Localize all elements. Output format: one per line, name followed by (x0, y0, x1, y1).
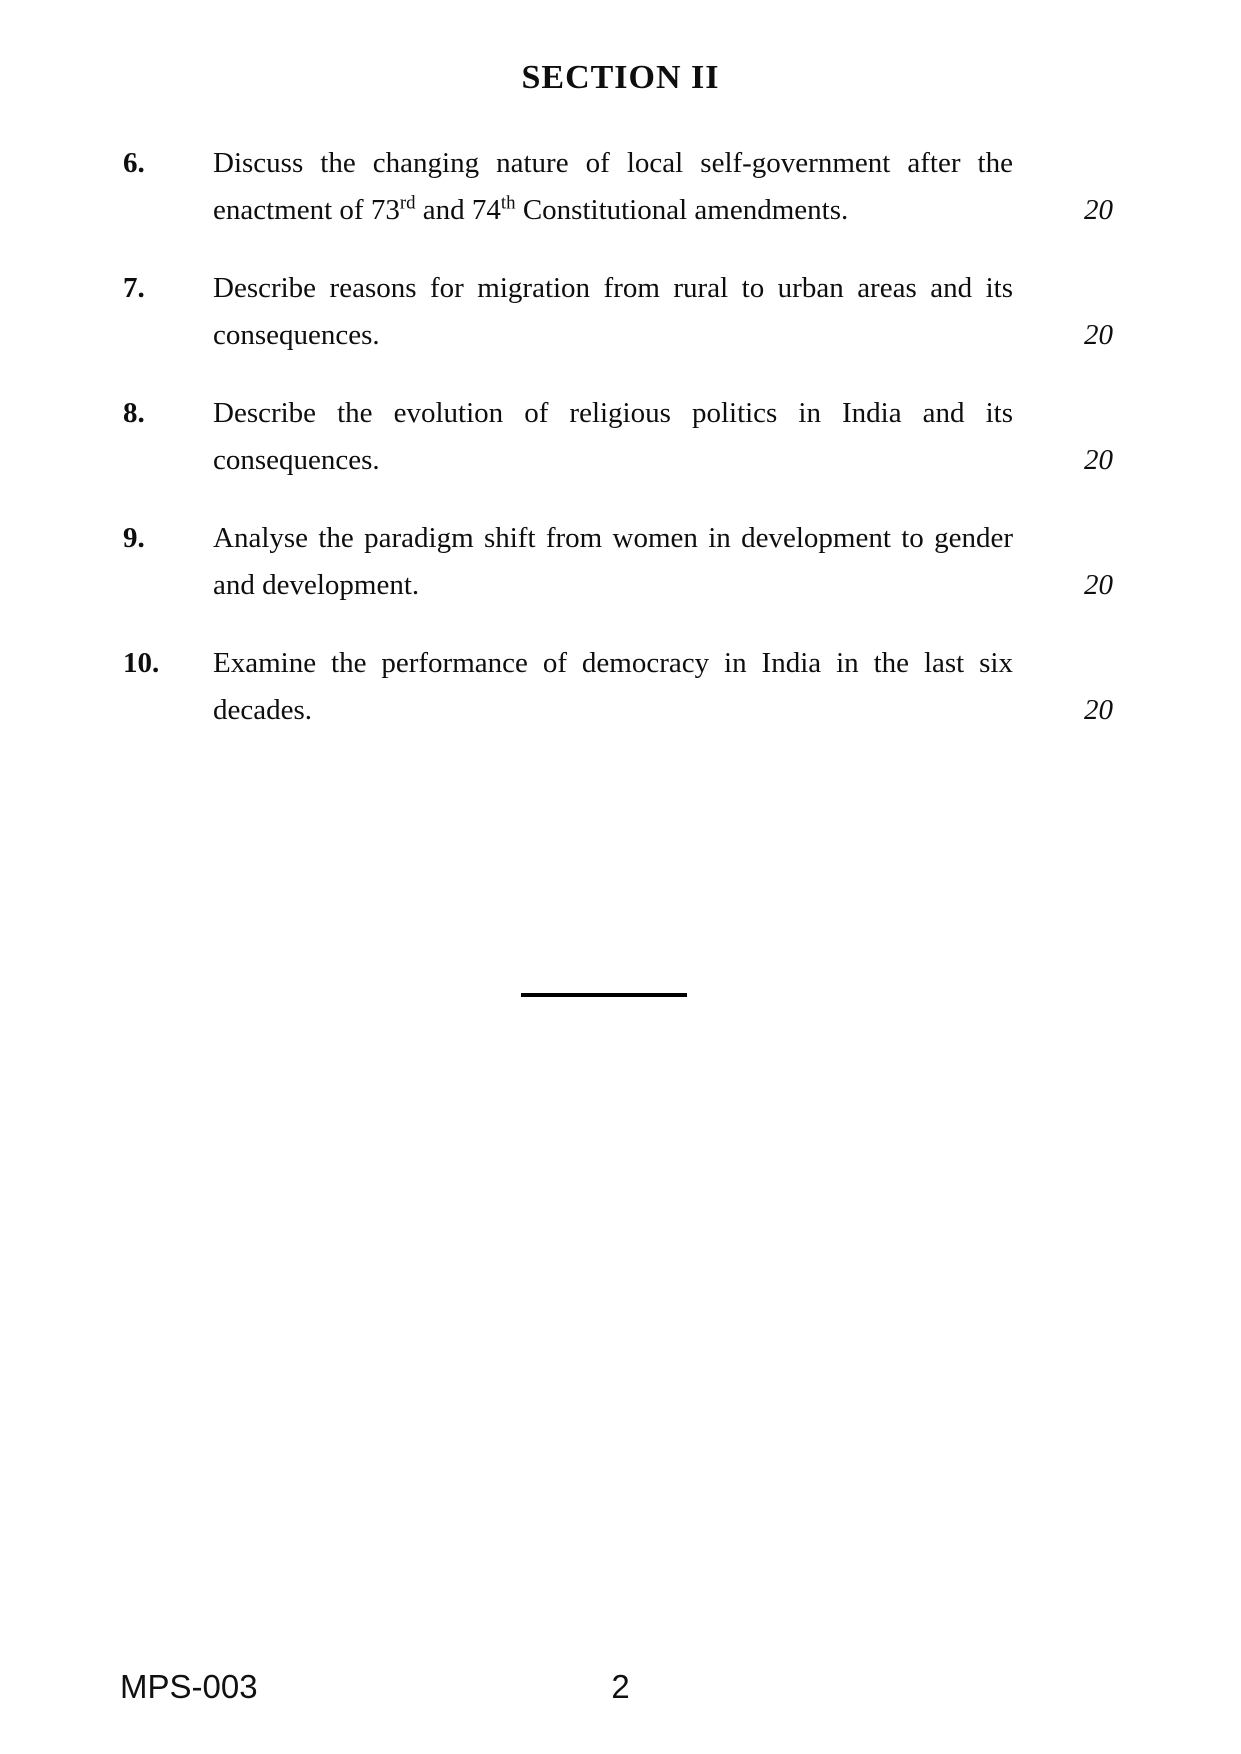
end-of-section-rule (521, 993, 687, 997)
question-text: Describe the evolution of religious politics in India and its consequences. (213, 397, 1013, 476)
question-text-segment: Discuss the changing nature of local self-government after the enactment of 73 (213, 147, 1013, 226)
question-text: Examine the performance of democracy in India in the last six decades. (213, 647, 1013, 726)
question-marks: 20 (1084, 194, 1113, 226)
question-number: 6. (123, 147, 145, 179)
page-number: 2 (611, 1668, 630, 1705)
question-text-segment: and 74 (415, 194, 501, 226)
question-text: Analyse the paradigm shift from women in development to gender and development. (213, 522, 1013, 601)
question-marks: 20 (1084, 319, 1113, 351)
question-text (213, 140, 1013, 234)
question-marks: 20 (1084, 569, 1113, 601)
question-marks: 20 (1084, 444, 1113, 476)
question-number: 9. (123, 522, 145, 554)
section-title: SECTION II (521, 59, 720, 96)
question-list (0, 140, 1241, 734)
question-item-8 (123, 390, 1113, 484)
question-number: 10. (123, 647, 160, 679)
question-marks: 20 (1084, 694, 1113, 726)
question-text: Describe reasons for migration from rural to urban areas and its consequences. (213, 272, 1013, 351)
question-item-7 (123, 265, 1113, 359)
question-number: 8. (123, 397, 145, 429)
ordinal-superscript: rd (399, 192, 416, 214)
question-item-9 (123, 515, 1113, 609)
question-item-6 (123, 140, 1113, 234)
question-item-10 (123, 640, 1113, 734)
question-text-segment: Constitutional amendments. (515, 194, 849, 226)
ordinal-superscript: th (500, 192, 516, 214)
question-number: 7. (123, 272, 145, 304)
course-code: MPS-003 (120, 1668, 258, 1705)
